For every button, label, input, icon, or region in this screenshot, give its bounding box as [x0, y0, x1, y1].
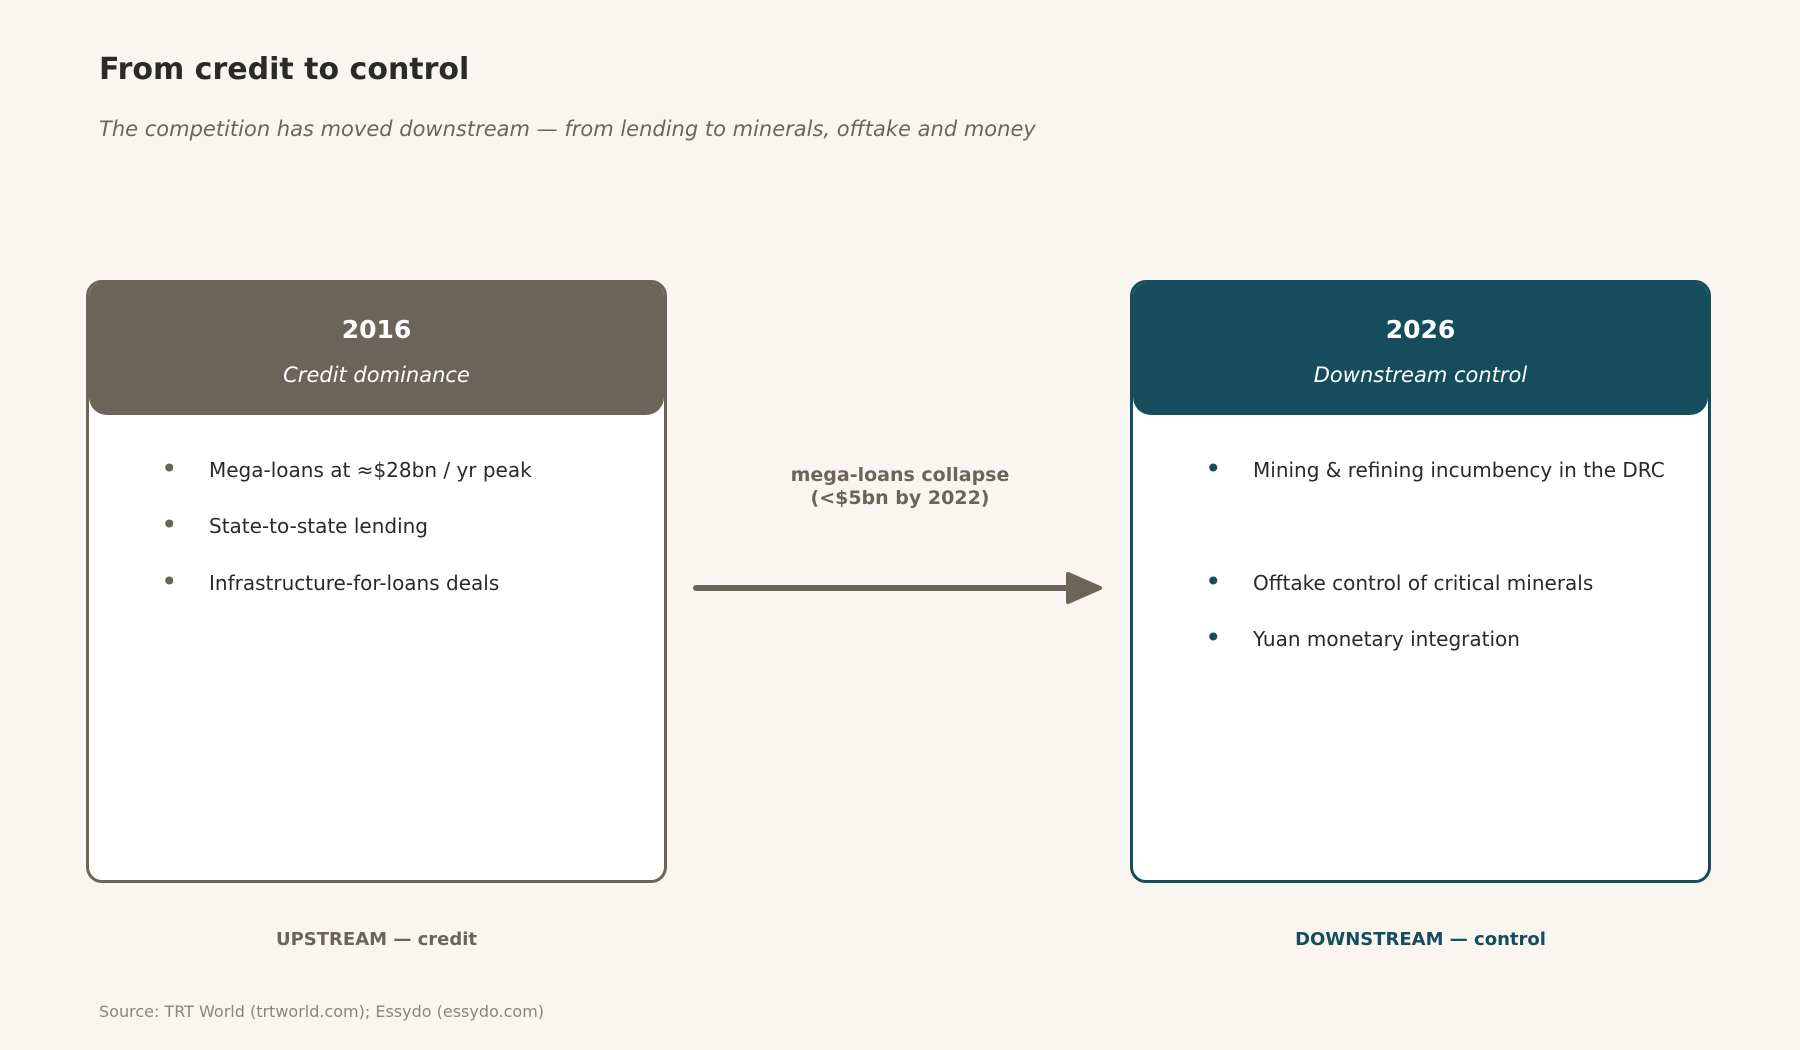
arrow-head — [1068, 574, 1100, 602]
transition-arrow — [690, 565, 1110, 615]
arrow-label — [700, 464, 1100, 510]
source-note: Source: TRT World (trtworld.com); Essydo (essydo.com) — [99, 1002, 545, 1021]
card-2016-header — [89, 283, 664, 415]
bullet-icon: • — [1205, 565, 1222, 598]
card-2016-year: 2016 — [341, 315, 412, 344]
downstream-label: DOWNSTREAM — control — [1295, 929, 1546, 950]
card-2016-label: Credit dominance — [283, 363, 470, 387]
page-subtitle: The competition has moved downstream — from lending to minerals, offtake and money — [99, 117, 1036, 141]
card-2026-label: Downstream control — [1313, 363, 1528, 387]
bullet-icon: • — [161, 452, 178, 485]
list-item-text: Mining & refining incumbency in the DRC — [1253, 458, 1665, 482]
card-2016 — [86, 280, 667, 883]
upstream-label: UPSTREAM — credit — [276, 929, 477, 950]
bullet-icon: • — [1205, 621, 1222, 654]
list-item-text: Yuan monetary integration — [1253, 627, 1520, 651]
arrow-label-line2: (<$5bn by 2022) — [810, 487, 990, 509]
page-title: From credit to control — [99, 52, 470, 87]
card-2026-header — [1133, 283, 1708, 415]
card-2026-year: 2026 — [1385, 315, 1456, 344]
list-item-text: State-to-state lending — [209, 514, 429, 538]
bullet-icon: • — [1205, 452, 1222, 485]
bullet-icon: • — [161, 508, 178, 541]
bullet-icon: • — [161, 565, 178, 598]
list-item-text: Offtake control of critical minerals — [1253, 571, 1594, 595]
list-item-text: Infrastructure-for-loans deals — [209, 571, 500, 595]
list-item-text: Mega-loans at ≈$28bn / yr peak — [209, 458, 532, 482]
arrow-label-line1: mega-loans collapse — [790, 464, 1010, 486]
card-2026 — [1130, 280, 1711, 883]
